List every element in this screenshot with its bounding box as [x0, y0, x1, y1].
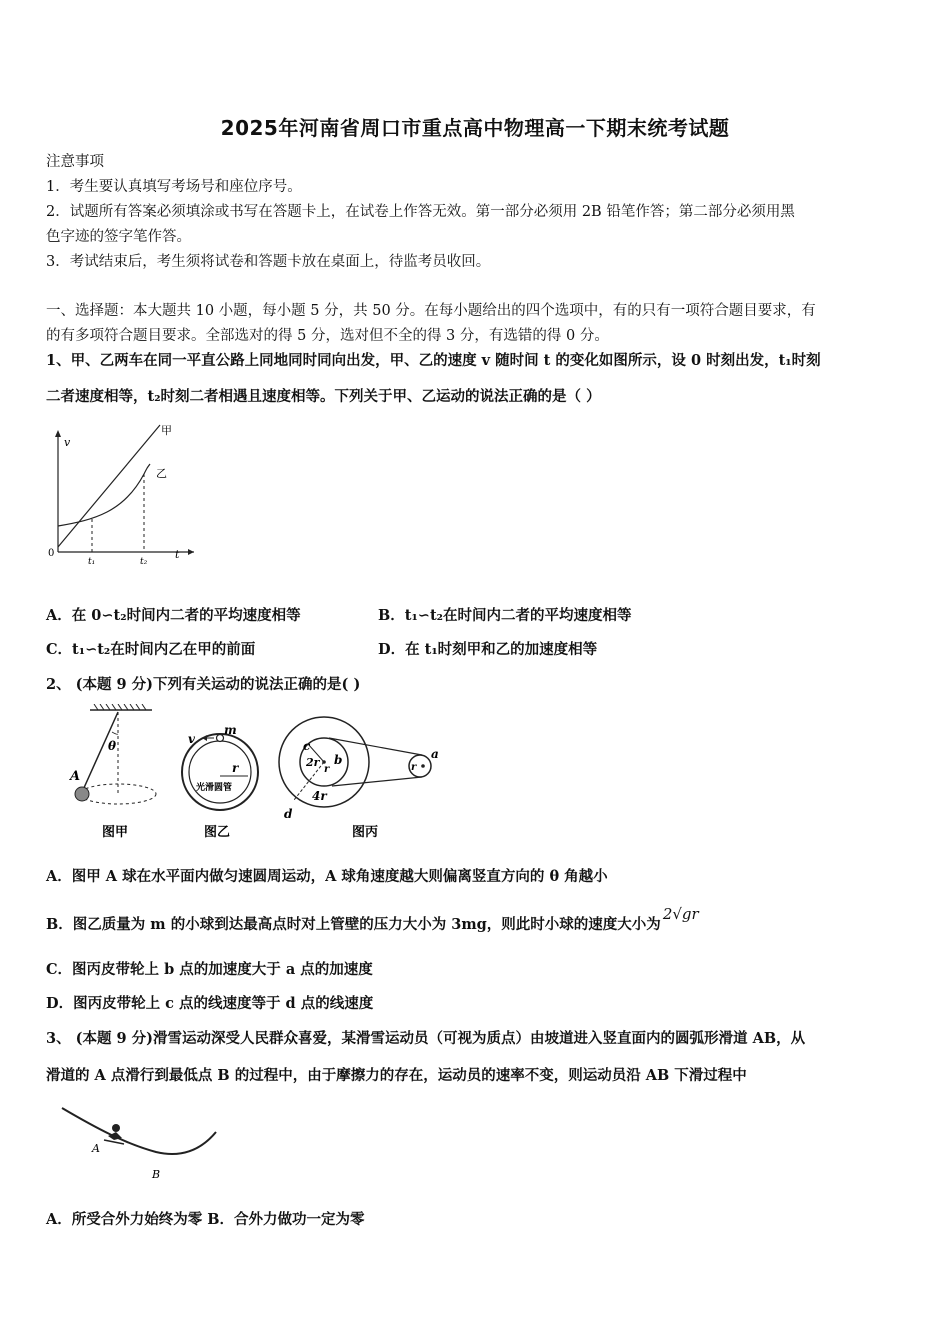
q2-caption-bing: 图丙 — [352, 825, 379, 840]
q1-curve-yi — [58, 464, 150, 526]
q2-option-b-formula: 2√gr — [662, 905, 699, 923]
q1-stem-line1: 1、甲、乙两车在同一平直公路上同地同时同向出发，甲、乙的速度 v 随时间 t 的变化如图所示，设 0 时刻出发，t₁时刻 — [46, 352, 821, 369]
q2-2r-label: 2r — [306, 756, 320, 769]
section-intro-1: 一、选择题：本大题共 10 小题，每小题 5 分，共 50 分。在每小题给出的四个选项中，有的只有一项符合题目要求，有 — [46, 303, 816, 319]
q1-t1-label: t₁ — [88, 557, 96, 567]
q2-c-label: c — [303, 739, 311, 753]
q1-origin-label: 0 — [48, 548, 55, 559]
q3-options-ab[interactable]: A．所受合外力始终为零 B．合外力做功一定为零 — [46, 1211, 365, 1228]
q1-option-c[interactable]: C．t₁∽t₂在时间内乙在甲的前面 — [46, 641, 256, 658]
q2-m-label: m — [224, 723, 237, 737]
q3-skier — [104, 1124, 124, 1144]
notice-heading: 注意事项 — [46, 154, 104, 170]
q3-stem-line1: 3、 (本题 9 分)滑雪运动深受人民群众喜爱，某滑雪运动员（可视为质点）由坡道进入竖直面内的圆弧形滑道 AB，从 — [46, 1030, 806, 1047]
q1-stem-line2: 二者速度相等，t₂时刻二者相遇且速度相等。下列关于甲、乙运动的说法正确的是（ ） — [46, 388, 601, 405]
q2-figure-yi — [182, 723, 258, 840]
q2-stem: 2、 (本题 9 分)下列有关运动的说法正确的是( ) — [46, 676, 361, 693]
q2-tube-label: 光滑圆管 — [196, 783, 233, 793]
q2-option-b[interactable] — [46, 905, 699, 935]
q2-b-label: b — [334, 753, 343, 767]
notice-item-1: 1．考生要认真填写考场号和座位序号。 — [46, 179, 302, 195]
q1-v-label: v — [64, 436, 71, 449]
q2-figures — [56, 704, 456, 846]
section-intro-2: 的有多项符合题目要求。全部选对的得 5 分，选对但不全的得 3 分，有选错的得 0 分。 — [46, 328, 609, 344]
q2-caption-jia: 图甲 — [102, 825, 129, 840]
q1-vt-graph — [44, 420, 204, 570]
q2-option-d[interactable]: D．图丙皮带轮上 c 点的线速度等于 d 点的线速度 — [46, 995, 374, 1012]
q3-stem-line2: 滑道的 A 点滑行到最低点 B 的过程中，由于摩擦力的存在，运动员的速率不变，则运动员沿 AB 下滑过程中 — [46, 1067, 747, 1084]
q1-v-axis-arrow — [55, 430, 61, 437]
q2-a-ball-label: A — [70, 769, 81, 784]
q2-r-inner-label: r — [324, 764, 330, 775]
q2-caption-yi: 图乙 — [204, 825, 231, 840]
q2-r-small-label: r — [411, 762, 417, 773]
q2-option-b-text: B．图乙质量为 m 的小球到达最高点时对上管壁的压力大小为 3mg，则此时小球的速度大小为 — [46, 916, 661, 933]
q2-option-c[interactable]: C．图丙皮带轮上 b 点的加速度大于 a 点的加速度 — [46, 961, 373, 978]
q3-arc-track — [62, 1108, 216, 1154]
q2-figure-bing — [279, 717, 439, 840]
q2-d-label: d — [284, 807, 293, 821]
q1-option-a[interactable]: A．在 0∽t₂时间内二者的平均速度相等 — [46, 607, 301, 624]
q2-theta-label: θ — [108, 739, 117, 753]
q1-line-jia — [58, 425, 160, 547]
q2-r-label: r — [232, 761, 239, 775]
q1-t-axis-arrow — [188, 549, 194, 555]
notice-item-3: 3．考试结束后，考生须将试卷和答题卡放在桌面上，待监考员收回。 — [46, 254, 491, 270]
notice-item-2-cont: 色字迹的签字笔作答。 — [46, 229, 191, 245]
q3-a-label: A — [92, 1142, 100, 1155]
q1-t2-label: t₂ — [140, 557, 148, 567]
q1-option-b[interactable]: B．t₁∽t₂在时间内二者的平均速度相等 — [378, 607, 632, 624]
q2-a-label: a — [431, 747, 439, 761]
q1-option-d[interactable]: D．在 t₁时刻甲和乙的加速度相等 — [378, 641, 598, 658]
q1-yi-label: 乙 — [156, 467, 167, 480]
q3-b-label: B — [152, 1168, 161, 1181]
q1-t-label: t — [175, 548, 180, 561]
q1-jia-label: 甲 — [161, 424, 172, 437]
q3-slope-figure — [56, 1100, 226, 1184]
notice-item-2: 2．试题所有答案必须填涂或书写在答题卡上，在试卷上作答无效。第一部分必须用 2B 铅笔作答；第二部分必须用黑 — [46, 204, 795, 220]
q2-v-label: v — [188, 732, 195, 746]
page-title: 2025年河南省周口市重点高中物理高一下期末统考试题 — [220, 116, 730, 140]
q2-4r-label: 4r — [312, 789, 327, 803]
q2-figure-jia — [68, 704, 156, 840]
q2-option-a[interactable]: A．图甲 A 球在水平面内做匀速圆周运动，A 球角速度越大则偏离竖直方向的 θ 角越小 — [46, 868, 608, 885]
